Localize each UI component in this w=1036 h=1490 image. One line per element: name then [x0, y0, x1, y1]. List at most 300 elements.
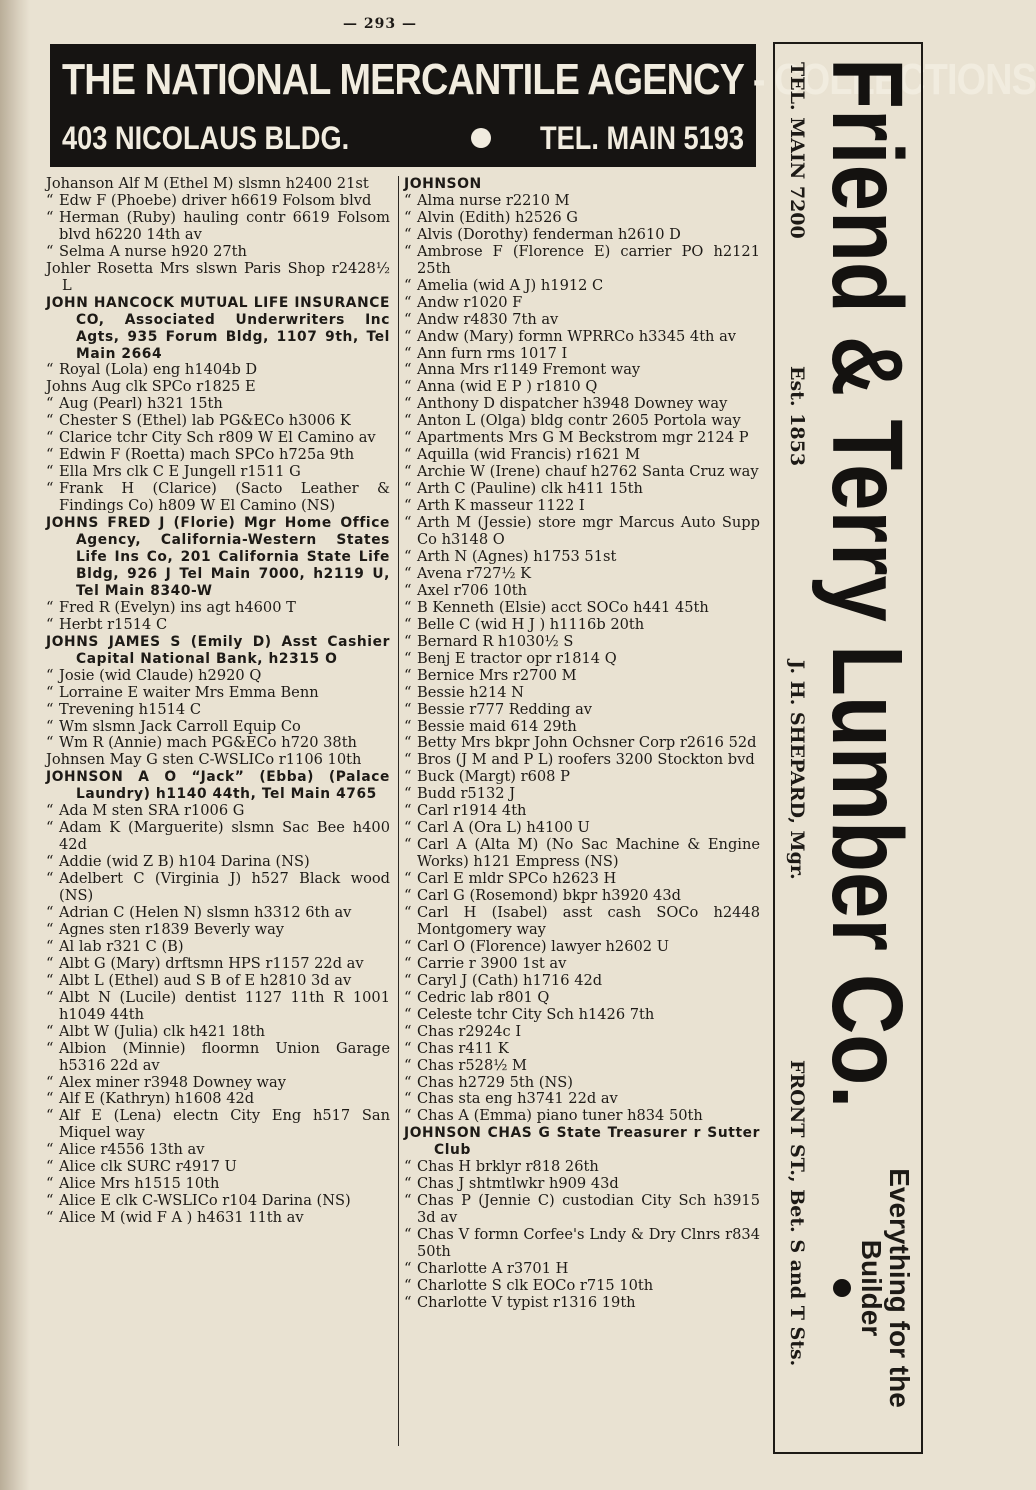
directory-entry	[404, 735, 760, 752]
entry-text: Axel r706 10th	[417, 581, 528, 599]
ditto-mark: “	[404, 1226, 412, 1244]
entry-text: Aquilla (wid Francis) r1621 M	[417, 446, 641, 464]
directory-entry	[46, 871, 390, 905]
directory-entry	[404, 651, 760, 668]
directory-entry	[404, 464, 760, 481]
entry-text: Cedric lab r801 Q	[417, 988, 550, 1006]
directory-entry	[46, 939, 390, 956]
entry-text: Alf E (Kathryn) h1608 42d	[59, 1090, 255, 1108]
entry-text: Clarice tchr City Sch r809 W El Camino av	[59, 429, 376, 447]
entry-text: Carl E mldr SPCo h2623 H	[417, 870, 617, 888]
entry-text: Adelbert C (Virginia J) h527 Black wood (NS)	[59, 870, 390, 905]
directory-entry	[404, 769, 760, 786]
entry-text: Adam K (Marguerite) slsmn Sac Bee h400 42d	[59, 819, 390, 854]
ditto-mark: “	[404, 819, 412, 837]
directory-entry	[46, 600, 390, 617]
ditto-mark: “	[404, 378, 412, 396]
entry-text: JOHNSON A O “Jack” (Ebba) (Palace Laundry) h1140 44th, Tel Main 4765	[46, 769, 390, 803]
ditto-mark: “	[46, 395, 54, 413]
directory-entry-bold	[46, 295, 390, 363]
ditto-mark: “	[404, 446, 412, 464]
entry-text: Josie (wid Claude) h2920 Q	[59, 666, 262, 684]
ditto-mark: “	[404, 1192, 412, 1210]
entry-text: Charlotte V typist r1316 19th	[417, 1293, 636, 1311]
directory-entry	[46, 905, 390, 922]
entry-text: Chas H brklyr r818 26th	[417, 1158, 599, 1176]
ditto-mark: “	[404, 514, 412, 532]
directory-entry	[46, 481, 390, 515]
directory-entry	[404, 515, 760, 549]
entry-text: Herbt r1514 C	[59, 615, 168, 633]
directory-entry	[404, 329, 760, 346]
entry-text: Belle C (wid H J ) h1116b 20th	[417, 615, 645, 633]
directory-entry	[404, 193, 760, 210]
ditto-mark: “	[404, 225, 412, 243]
directory-entry-bold	[404, 1125, 760, 1159]
directory-entry	[46, 973, 390, 990]
entry-text: Johnsen May G sten C-WSLICo r1106 10th	[46, 751, 362, 769]
directory-entry	[404, 481, 760, 498]
entry-text: Edwin F (Roetta) mach SPCo h725a 9th	[59, 446, 355, 464]
entry-text: Bessie h214 N	[417, 683, 524, 701]
entry-text: Carrie r 3900 1st av	[417, 954, 567, 972]
ditto-mark: “	[46, 734, 54, 752]
entry-text: Caryl J (Cath) h1716 42d	[417, 971, 603, 989]
banner-telephone: TEL. MAIN 5193	[539, 120, 744, 156]
directory-entry	[46, 430, 390, 447]
ad-slogan-line-1: Everything for the	[884, 1168, 915, 1408]
directory-entry	[46, 176, 390, 193]
directory-entry	[404, 1176, 760, 1193]
ditto-mark: “	[404, 276, 412, 294]
ditto-mark: “	[46, 1175, 54, 1193]
entry-text: Johns Aug clk SPCo r1825 E	[46, 378, 256, 396]
ditto-mark: “	[404, 734, 412, 752]
directory-entry	[404, 1193, 760, 1227]
directory-entry	[404, 905, 760, 939]
directory-entry	[46, 1142, 390, 1159]
entry-text: Ambrose F (Florence E) carrier PO h2121 25th	[417, 242, 760, 277]
ditto-mark: “	[404, 480, 412, 498]
ditto-mark: “	[404, 1022, 412, 1040]
entry-text: Johler Rosetta Mrs slswn Paris Shop r2428½ L	[46, 259, 390, 294]
entry-text: Archie W (Irene) chauf h2762 Santa Cruz way	[417, 463, 759, 481]
ditto-mark: “	[46, 870, 54, 888]
entry-text: Anton L (Olga) bldg contr 2605 Portola way	[417, 412, 741, 430]
entry-text: Fred R (Evelyn) ins agt h4600 T	[59, 598, 296, 616]
ditto-mark: “	[404, 666, 412, 684]
ad-company-name-text: Friend & Terry Lumber Co.	[811, 58, 923, 1109]
ditto-mark: “	[46, 446, 54, 464]
directory-entry	[46, 396, 390, 413]
entry-text: Carl r1914 4th	[417, 802, 527, 820]
directory-entry	[404, 278, 760, 295]
entry-text: Alma nurse r2210 M	[417, 191, 570, 209]
ditto-mark: “	[46, 853, 54, 871]
directory-entry	[404, 396, 760, 413]
ditto-mark: “	[404, 802, 412, 820]
ditto-mark: “	[404, 1090, 412, 1108]
directory-entry	[404, 600, 760, 617]
entry-text: Alf E (Lena) electn City Eng h517 San Miquel way	[59, 1107, 390, 1142]
ad-address: FRONT ST., Bet. S and T Sts.	[786, 1060, 808, 1367]
directory-entry	[404, 227, 760, 244]
column-heading: JOHNSON	[404, 176, 482, 192]
directory-entry	[46, 617, 390, 634]
ditto-mark: “	[404, 785, 412, 803]
ditto-mark: “	[46, 1090, 54, 1108]
ditto-mark: “	[46, 717, 54, 735]
entry-text: Betty Mrs bkpr John Ochsner Corp r2616 52d	[417, 734, 757, 752]
entry-text: B Kenneth (Elsie) acct SOCo h441 45th	[417, 598, 709, 616]
directory-entry	[46, 1210, 390, 1227]
directory-entry	[46, 922, 390, 939]
directory-entry	[46, 820, 390, 854]
directory-entry	[404, 1108, 760, 1125]
directory-entry	[404, 837, 760, 871]
entry-text: Al lab r321 C (B)	[59, 937, 184, 955]
directory-entry	[404, 244, 760, 278]
directory-entry	[404, 803, 760, 820]
directory-entry	[46, 702, 390, 719]
directory-entry	[46, 210, 390, 244]
entry-text: Chas P (Jennie C) custodian City Sch h3915 3d av	[417, 1192, 760, 1227]
ad-slogan	[857, 1138, 913, 1438]
directory-entry-bold	[46, 515, 390, 600]
column-divider	[398, 176, 399, 1446]
directory-entry	[404, 1007, 760, 1024]
directory-entry	[46, 735, 390, 752]
ditto-mark: “	[46, 208, 54, 226]
ditto-mark: “	[46, 903, 54, 921]
ditto-mark: “	[46, 683, 54, 701]
directory-entry	[404, 362, 760, 379]
directory-entry	[404, 498, 760, 515]
entry-text: Bernice Mrs r2700 M	[417, 666, 577, 684]
entry-text: Chas h2729 5th (NS)	[417, 1073, 573, 1091]
entry-text: Chas r528½ M	[417, 1056, 527, 1074]
directory-entry	[46, 1024, 390, 1041]
ditto-mark: “	[46, 700, 54, 718]
ditto-mark: “	[404, 903, 412, 921]
entry-text: Bessie maid 614 29th	[417, 717, 577, 735]
entry-text: Arth N (Agnes) h1753 51st	[417, 547, 617, 565]
ditto-mark: “	[46, 412, 54, 430]
ditto-mark: “	[404, 1293, 412, 1311]
ditto-mark: “	[404, 293, 412, 311]
entry-text: Albion (Minnie) floormn Union Garage h5316 22d av	[59, 1039, 390, 1074]
ditto-mark: “	[404, 988, 412, 1006]
ditto-mark: “	[46, 1039, 54, 1057]
entry-text: Ada M sten SRA r1006 G	[59, 802, 245, 820]
ditto-mark: “	[404, 395, 412, 413]
ditto-mark: “	[46, 361, 54, 379]
directory-entry	[404, 956, 760, 973]
ditto-mark: “	[404, 1276, 412, 1294]
entry-text: Andw (Mary) formn WPRRCo h3345 4th av	[417, 327, 737, 345]
entry-text: Johanson Alf M (Ethel M) slsmn h2400 21st	[46, 175, 369, 192]
entry-text: Herman (Ruby) hauling contr 6619 Folsom blvd h6220 14th av	[59, 208, 390, 243]
directory-entry	[46, 362, 390, 379]
ditto-mark: “	[46, 191, 54, 209]
ditto-mark: “	[404, 1107, 412, 1125]
ditto-mark: “	[404, 954, 412, 972]
ditto-mark: “	[404, 649, 412, 667]
directory-entry	[404, 430, 760, 447]
entry-text: Albt N (Lucile) dentist 1127 11th R 1001 h1049 44th	[59, 988, 390, 1023]
directory-entry	[46, 668, 390, 685]
directory-entry	[46, 685, 390, 702]
ditto-mark: “	[404, 937, 412, 955]
directory-entry	[46, 752, 390, 769]
entry-text: Selma A nurse h920 27th	[59, 242, 247, 260]
ad-company-name	[811, 58, 923, 1109]
left-directory-column	[46, 176, 390, 1227]
ditto-mark: “	[46, 920, 54, 938]
directory-entry	[404, 1041, 760, 1058]
ditto-mark: “	[404, 598, 412, 616]
entry-text: Addie (wid Z B) h104 Darina (NS)	[59, 853, 310, 871]
entry-text: Chas J shtmtlwkr h909 43d	[417, 1175, 619, 1193]
ditto-mark: “	[46, 1158, 54, 1176]
entry-text: Bros (J M and P L) roofers 3200 Stockton bvd	[417, 751, 755, 769]
directory-entry	[404, 583, 760, 600]
ditto-mark: “	[404, 971, 412, 989]
entry-text: Amelia (wid A J) h1912 C	[417, 276, 604, 294]
entry-text: Carl O (Florence) lawyer h2602 U	[417, 937, 670, 955]
entry-text: Trevening h1514 C	[59, 700, 202, 718]
entry-text: Alice clk SURC r4917 U	[59, 1158, 237, 1176]
directory-entry	[404, 1159, 760, 1176]
directory-entry	[404, 413, 760, 430]
directory-entry	[46, 413, 390, 430]
entry-text: Chas r2924c I	[417, 1022, 522, 1040]
directory-entry	[46, 854, 390, 871]
directory-entry-bold	[46, 634, 390, 668]
ditto-mark: “	[46, 666, 54, 684]
entry-text: Charlotte A r3701 H	[417, 1260, 569, 1277]
entry-text: Edw F (Phoebe) driver h6619 Folsom blvd	[59, 191, 372, 209]
ditto-mark: “	[404, 615, 412, 633]
ditto-mark: “	[46, 937, 54, 955]
entry-text: Alice Mrs h1515 10th	[59, 1175, 220, 1193]
entry-text: Carl A (Alta M) (No Sac Machine & Engine Works) h121 Empress (NS)	[417, 836, 760, 871]
ditto-mark: “	[404, 242, 412, 260]
bullet-icon	[833, 1279, 851, 1297]
entry-text: Ella Mrs clk C E Jungell r1511 G	[59, 463, 301, 481]
entry-text: Bessie r777 Redding av	[417, 700, 593, 718]
directory-entry	[46, 193, 390, 210]
ditto-mark: “	[46, 242, 54, 260]
directory-entry	[404, 1075, 760, 1092]
directory-entry	[404, 939, 760, 956]
entry-text: JOHNS JAMES S (Emily D) Asst Cashier Capital National Bank, h2315 O	[46, 633, 390, 667]
ditto-mark: “	[46, 1107, 54, 1125]
ditto-mark: “	[46, 1192, 54, 1210]
ditto-mark: “	[404, 751, 412, 769]
directory-entry-bold	[46, 769, 390, 803]
entry-text: Charlotte S clk EOCo r715 10th	[417, 1276, 654, 1294]
directory-entry	[404, 1261, 760, 1278]
ditto-mark: “	[46, 988, 54, 1006]
ditto-mark: “	[404, 1073, 412, 1091]
ditto-mark: “	[404, 717, 412, 735]
directory-entry	[46, 379, 390, 396]
entry-text: Benj E tractor opr r1814 Q	[417, 649, 617, 667]
ditto-mark: “	[404, 1056, 412, 1074]
ditto-mark: “	[46, 480, 54, 498]
entry-text: Alvis (Dorothy) fenderman h2610 D	[417, 225, 681, 243]
ditto-mark: “	[46, 429, 54, 447]
ditto-mark: “	[404, 327, 412, 345]
page-number: — 293 —	[343, 16, 417, 32]
ditto-mark: “	[404, 208, 412, 226]
entry-text: Royal (Lola) eng h1404b D	[59, 361, 258, 379]
directory-entry	[46, 719, 390, 736]
directory-entry	[46, 447, 390, 464]
entry-text: Frank H (Clarice) (Sacto Leather & Findings Co) h809 W El Camino (NS)	[59, 480, 390, 515]
entry-text: Carl H (Isabel) asst cash SOCo h2448 Montgomery way	[417, 903, 760, 938]
ditto-mark: “	[404, 1158, 412, 1176]
directory-entry	[404, 871, 760, 888]
directory-entry	[46, 1108, 390, 1142]
entry-text: Anna (wid E P ) r1810 Q	[417, 378, 598, 396]
entry-text: Arth C (Pauline) clk h411 15th	[417, 480, 643, 498]
directory-entry	[404, 1058, 760, 1075]
directory-entry	[46, 956, 390, 973]
entry-text: Anna Mrs r1149 Fremont way	[417, 361, 641, 379]
ditto-mark: “	[404, 463, 412, 481]
ditto-mark: “	[404, 887, 412, 905]
entry-text: Buck (Margt) r608 P	[417, 768, 570, 786]
ditto-mark: “	[404, 361, 412, 379]
directory-entry	[404, 786, 760, 803]
entry-text: Alvin (Edith) h2526 G	[417, 208, 578, 226]
bullet-icon	[471, 128, 491, 148]
entry-text: Chas sta eng h3741 22d av	[417, 1090, 618, 1108]
entry-text: JOHN HANCOCK MUTUAL LIFE INSURANCE CO, Associated Underwriters Inc Agts, 935 Forum Bldg, 1107 9th, Tel Main 2664	[46, 294, 390, 362]
entry-text: Avena r727½ K	[417, 564, 532, 582]
ditto-mark: “	[404, 1260, 412, 1277]
directory-entry	[46, 261, 390, 295]
ditto-mark: “	[46, 954, 54, 972]
directory-entry	[46, 1176, 390, 1193]
ditto-mark: “	[404, 1175, 412, 1193]
ditto-mark: “	[46, 1073, 54, 1091]
directory-entry	[404, 346, 760, 363]
directory-entry	[404, 719, 760, 736]
ditto-mark: “	[404, 344, 412, 362]
directory-entry	[404, 295, 760, 312]
banner-title: THE NATIONAL MERCANTILE AGENCY - COLLECTIONS	[62, 55, 1036, 104]
directory-entry	[46, 990, 390, 1024]
entry-text: Adrian C (Helen N) slsmn h3312 6th av	[59, 903, 352, 921]
directory-entry	[404, 1091, 760, 1108]
directory-entry	[46, 1041, 390, 1075]
ditto-mark: “	[46, 463, 54, 481]
entry-text: Andw r4830 7th av	[417, 310, 559, 328]
ditto-mark: “	[404, 768, 412, 786]
entry-text: Anthony D dispatcher h3948 Downey way	[417, 395, 728, 413]
entry-text: Lorraine E waiter Mrs Emma Benn	[59, 683, 319, 701]
ditto-mark: “	[46, 598, 54, 616]
ditto-mark: “	[404, 191, 412, 209]
right-directory-column	[404, 176, 760, 1312]
ditto-mark: “	[404, 547, 412, 565]
entry-text: Chas V formn Corfee's Lndy & Dry Clnrs r834 50th	[417, 1226, 760, 1261]
directory-entry	[46, 464, 390, 481]
directory-entry	[46, 1159, 390, 1176]
ditto-mark: “	[46, 615, 54, 633]
directory-entry	[404, 447, 760, 464]
ditto-mark: “	[404, 700, 412, 718]
ad-slogan-line-2: Builder	[856, 1239, 887, 1337]
entry-text: Celeste tchr City Sch h1426 7th	[417, 1005, 655, 1023]
entry-text: Budd r5132 J	[417, 785, 516, 803]
entry-text: Albt G (Mary) drftsmn HPS r1157 22d av	[59, 954, 364, 972]
ditto-mark: “	[404, 1039, 412, 1057]
ditto-mark: “	[404, 632, 412, 650]
entry-text: Wm R (Annie) mach PG&ECo h720 38th	[59, 734, 357, 752]
ditto-mark: “	[404, 497, 412, 515]
entry-text: Ann furn rms 1017 I	[417, 344, 568, 362]
directory-entry	[46, 1193, 390, 1210]
ditto-mark: “	[404, 870, 412, 888]
directory-entry	[404, 566, 760, 583]
ditto-mark: “	[46, 1209, 54, 1227]
directory-entry	[404, 888, 760, 905]
directory-entry	[46, 803, 390, 820]
page-gutter-shadow	[0, 0, 30, 1490]
entry-text: Arth M (Jessie) store mgr Marcus Auto Supp Co h3148 O	[417, 514, 760, 549]
directory-entry	[46, 244, 390, 261]
entry-text: Albt L (Ethel) aud S B of E h2810 3d av	[59, 971, 352, 989]
right-entries	[404, 193, 760, 1312]
entry-text: Apartments Mrs G M Beckstrom mgr 2124 P	[417, 429, 749, 447]
directory-entry	[404, 1295, 760, 1312]
entry-text: Andw r1020 F	[417, 293, 523, 311]
ditto-mark: “	[46, 1141, 54, 1159]
entry-text: Alice M (wid F A ) h4631 11th av	[59, 1209, 304, 1227]
entry-text: JOHNS FRED J (Florie) Mgr Home Office Agency, California-Western States Life Ins Co, 201 California State Life Bldg, 926 J Tel Main 7000, h2119 U, Tel Main 8340-W	[46, 515, 390, 599]
directory-entry	[404, 210, 760, 227]
entry-text: Alex miner r3948 Downey way	[59, 1073, 286, 1091]
entry-text: Bernard R h1030½ S	[417, 632, 574, 650]
directory-entry	[46, 1075, 390, 1092]
friend-terry-lumber-advertisement	[773, 42, 923, 1454]
entry-text: Carl A (Ora L) h4100 U	[417, 819, 590, 837]
directory-entry	[404, 379, 760, 396]
entry-text: JOHNSON CHAS G State Treasurer r Sutter Club	[404, 1125, 760, 1159]
entry-text: Carl G (Rosemond) bkpr h3920 43d	[417, 887, 681, 905]
directory-entry	[404, 549, 760, 566]
ditto-mark: “	[46, 1022, 54, 1040]
directory-entry	[404, 312, 760, 329]
ditto-mark: “	[404, 1005, 412, 1023]
ditto-mark: “	[404, 310, 412, 328]
ditto-mark: “	[404, 836, 412, 854]
entry-text: Alice E clk C-WSLICo r104 Darina (NS)	[59, 1192, 351, 1210]
directory-entry	[404, 973, 760, 990]
ad-manager: J. H. SHEPARD, Mgr.	[786, 660, 808, 880]
entry-text: Agnes sten r1839 Beverly way	[59, 920, 285, 938]
entry-text: Wm slsmn Jack Carroll Equip Co	[59, 717, 301, 735]
ad-established: Est. 1853	[786, 366, 808, 467]
directory-entry	[404, 752, 760, 769]
entry-text: Arth K masseur 1122 I	[417, 497, 585, 515]
ditto-mark: “	[404, 581, 412, 599]
entry-text: Albt W (Julia) clk h421 18th	[59, 1022, 266, 1040]
